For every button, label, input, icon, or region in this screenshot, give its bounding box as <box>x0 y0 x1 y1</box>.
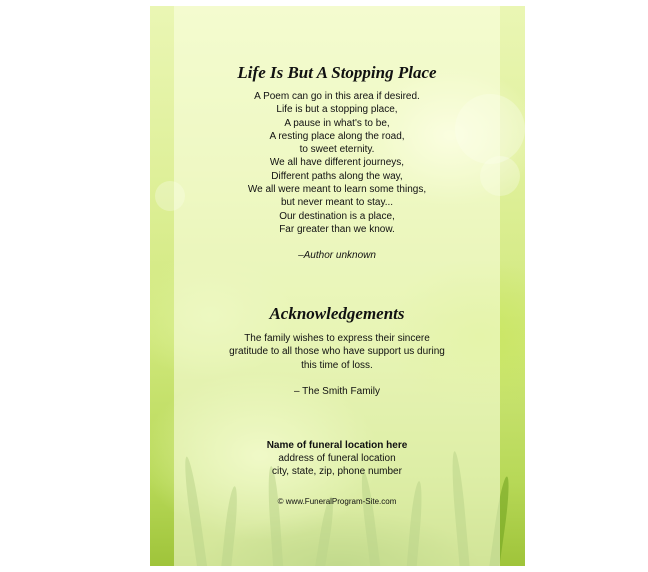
poem-title: Life Is But A Stopping Place <box>237 63 437 82</box>
poem-line: to sweet eternity. <box>299 144 375 156</box>
location-name: Name of funeral location here <box>266 440 408 451</box>
poem-line: We all were meant to learn some things, <box>247 184 427 196</box>
poem-line: A Poem can go in this area if desired. <box>254 91 420 102</box>
location-address: address of funeral location <box>278 453 396 464</box>
program-content <box>174 6 500 566</box>
location-city: city, state, zip, phone number <box>272 466 402 477</box>
poem-line: Our destination is a place, <box>279 210 395 222</box>
poem-line: A resting place along the road, <box>269 130 405 142</box>
poem-body <box>174 90 500 236</box>
acknowledgements-signature: – The Smith Family <box>294 386 380 397</box>
acknowledgements-line: The family wishes to express their sincere <box>244 333 430 344</box>
poem-line: A pause in what's to be, <box>284 117 390 129</box>
poem-line: but never meant to stay... <box>280 197 394 209</box>
poem-line: Life is but a stopping place, <box>276 104 398 116</box>
acknowledgements-title: Acknowledgements <box>269 304 405 323</box>
acknowledgements-line: this time of loss. <box>301 359 373 371</box>
poem-line: We all have different journeys, <box>269 157 405 169</box>
poem-author: –Author unknown <box>298 250 376 261</box>
acknowledgements-line: gratitude to all those who have support us during <box>229 346 445 358</box>
text-panel <box>174 6 500 566</box>
funeral-program-page <box>150 6 525 566</box>
acknowledgements-body <box>174 332 500 372</box>
copyright-text: © www.FuneralProgram-Site.com <box>277 497 397 506</box>
poem-line: Different paths along the way, <box>271 170 403 182</box>
poem-line: Far greater than we know. <box>279 223 395 235</box>
